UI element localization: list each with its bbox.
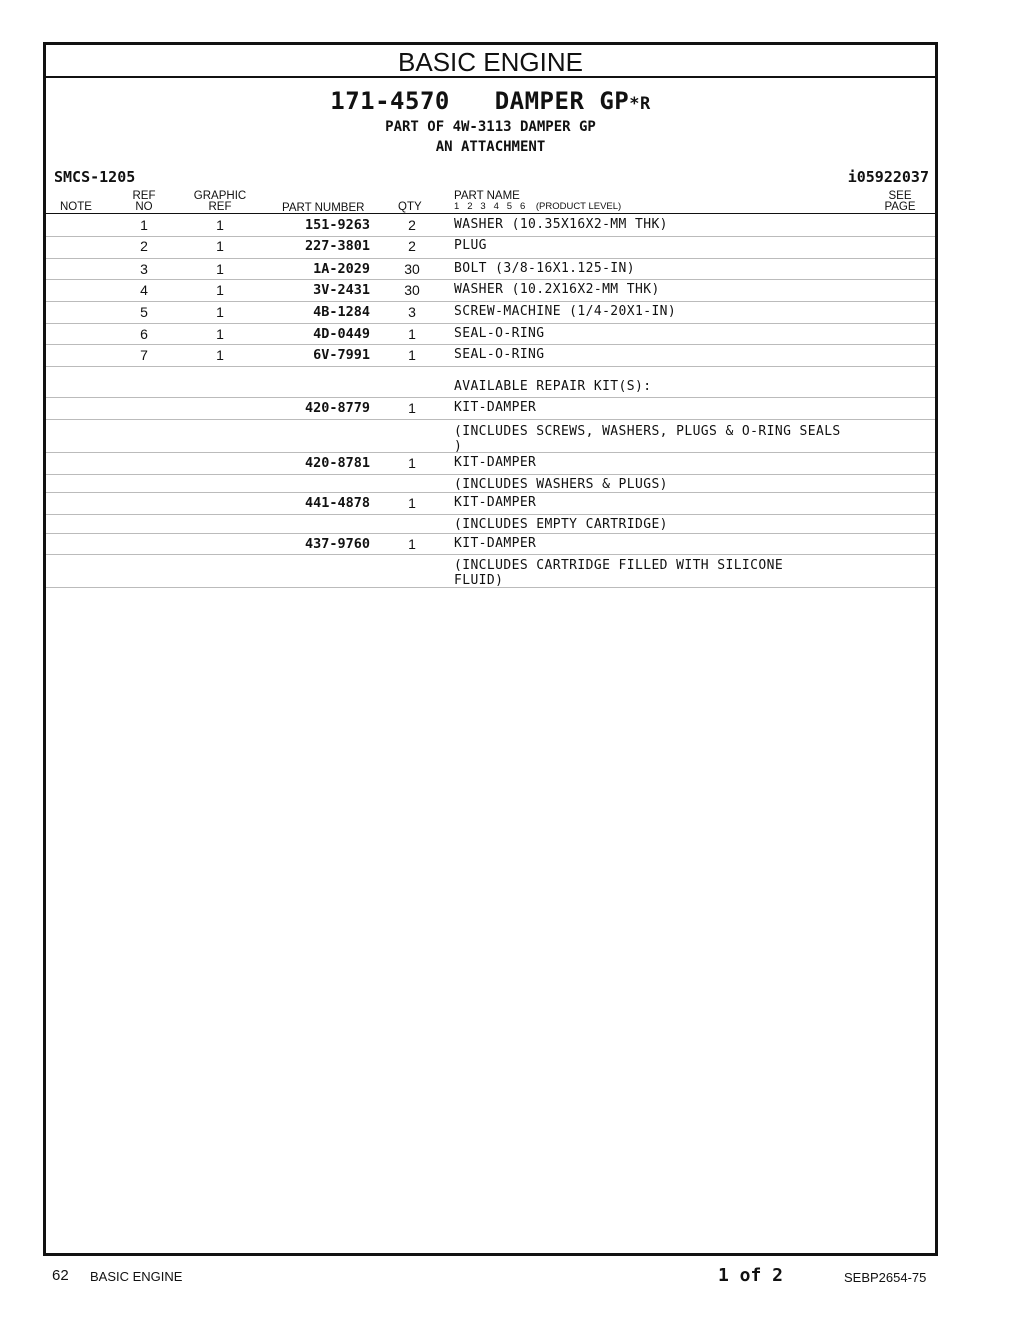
part-number-cell: 151-9263 <box>304 217 370 233</box>
part-name-cell: (INCLUDES EMPTY CARTRIDGE) <box>454 517 668 532</box>
part-number-cell: 4B-1284 <box>313 304 370 320</box>
part-number-cell: 227-3801 <box>304 238 370 254</box>
qty-cell: 1 <box>408 347 416 363</box>
graphic-ref-cell: 1 <box>216 238 224 254</box>
header-ref-line2: NO <box>135 201 153 213</box>
table-row <box>46 366 935 398</box>
graphic-ref-cell: 1 <box>216 261 224 277</box>
ref-no-cell: 1 <box>140 217 148 233</box>
part-number-cell: 420-8781 <box>304 455 370 471</box>
table-row <box>46 279 935 302</box>
table-row <box>46 514 935 534</box>
header-see-line2: PAGE <box>884 201 916 213</box>
part-number-cell: 1A-2029 <box>313 261 370 277</box>
part-name-cell: SEAL-O-RING <box>454 326 545 341</box>
group-name: DAMPER GP <box>494 87 630 115</box>
footer-doc-number: SEBP2654-75 <box>844 1270 927 1285</box>
qty-cell: 1 <box>408 495 416 511</box>
header-ref-no <box>130 191 158 213</box>
part-number-cell: 437-9760 <box>304 536 370 552</box>
graphic-ref-cell: 1 <box>216 347 224 363</box>
qty-cell: 1 <box>408 536 416 552</box>
header-graphic-ref <box>190 191 250 213</box>
qty-cell: 2 <box>408 217 416 233</box>
part-of-text: PART OF 4W-3113 DAMPER GP <box>385 119 596 135</box>
part-name-cell: SEAL-O-RING <box>454 347 545 362</box>
illustration-id: i05922037 <box>847 168 929 186</box>
table-row <box>46 533 935 555</box>
header-part-name: PART NAME <box>454 190 520 202</box>
qty-cell: 3 <box>408 304 416 320</box>
part-number-cell: 3V-2431 <box>313 282 370 298</box>
table-row <box>46 474 935 493</box>
table-row <box>46 492 935 515</box>
ref-no-cell: 3 <box>140 261 148 277</box>
part-number-cell: 4D-0449 <box>313 326 370 342</box>
part-number-cell: 6V-7991 <box>313 347 370 363</box>
header-ref-line1: REF <box>132 190 156 202</box>
part-name-cell: (INCLUDES CARTRIDGE FILLED WITH SILICONE FLUID) <box>454 558 784 588</box>
ref-no-cell: 6 <box>140 326 148 342</box>
part-name-cell: KIT-DAMPER <box>454 495 537 510</box>
qty-cell: 30 <box>404 282 420 298</box>
ref-no-cell: 4 <box>140 282 148 298</box>
table-row <box>46 344 935 367</box>
table-row <box>46 419 935 453</box>
group-title <box>46 87 935 115</box>
table-row <box>46 323 935 345</box>
parts-page-frame <box>43 42 938 1256</box>
part-name-cell: WASHER (10.35X16X2-MM THK) <box>454 217 668 232</box>
table-row <box>46 301 935 324</box>
graphic-ref-cell: 1 <box>216 217 224 233</box>
header-product-levels: 1 2 3 4 5 6 (PRODUCT LEVEL) <box>454 201 622 212</box>
part-name-cell: BOLT (3/8-16X1.125-IN) <box>454 261 635 276</box>
header-divider <box>46 213 935 214</box>
graphic-ref-cell: 1 <box>216 304 224 320</box>
footer-page-number: 62 <box>52 1267 69 1284</box>
part-number-cell: 441-4878 <box>304 495 370 511</box>
footer-section: BASIC ENGINE <box>90 1269 183 1284</box>
footer-page-of: 1 of 2 <box>718 1265 784 1286</box>
ref-no-cell: 5 <box>140 304 148 320</box>
header-graphic-line1: GRAPHIC <box>193 190 247 202</box>
header-graphic-line2: REF <box>208 201 232 213</box>
table-row <box>46 215 935 237</box>
graphic-ref-cell: 1 <box>216 282 224 298</box>
header-note: NOTE <box>60 201 92 213</box>
header-see-line1: SEE <box>888 190 912 202</box>
table-row <box>46 554 935 588</box>
qty-cell: 1 <box>408 326 416 342</box>
part-name-cell: WASHER (10.2X16X2-MM THK) <box>454 282 660 297</box>
table-row <box>46 258 935 280</box>
part-name-cell: (INCLUDES SCREWS, WASHERS, PLUGS & O-RING SEALS ) <box>454 424 841 454</box>
table-row <box>46 452 935 475</box>
table-row <box>46 236 935 259</box>
qty-cell: 30 <box>404 261 420 277</box>
part-name-cell: PLUG <box>454 238 487 253</box>
qty-cell: 1 <box>408 400 416 416</box>
part-name-cell: AVAILABLE REPAIR KIT(S): <box>454 379 652 394</box>
header-part-number: PART NUMBER <box>282 202 365 214</box>
part-name-cell: KIT-DAMPER <box>454 400 537 415</box>
part-name-cell: KIT-DAMPER <box>454 455 537 470</box>
part-name-cell: (INCLUDES WASHERS & PLUGS) <box>454 477 668 492</box>
header-qty: QTY <box>398 201 422 213</box>
qty-cell: 2 <box>408 238 416 254</box>
ref-no-cell: 7 <box>140 347 148 363</box>
part-name-cell: SCREW-MACHINE (1/4-20X1-IN) <box>454 304 677 319</box>
part-name-cell: KIT-DAMPER <box>454 536 537 551</box>
group-part-number: 171-4570 <box>330 87 450 115</box>
attachment-text: AN ATTACHMENT <box>435 139 546 155</box>
smcs-code: SMCS-1205 <box>54 168 136 186</box>
graphic-ref-cell: 1 <box>216 326 224 342</box>
section-title: BASIC ENGINE <box>46 45 935 78</box>
part-number-cell: 420-8779 <box>304 400 370 416</box>
ref-no-cell: 2 <box>140 238 148 254</box>
table-row <box>46 397 935 420</box>
group-suffix: *R <box>629 94 651 114</box>
header-see-page <box>882 191 918 213</box>
qty-cell: 1 <box>408 455 416 471</box>
